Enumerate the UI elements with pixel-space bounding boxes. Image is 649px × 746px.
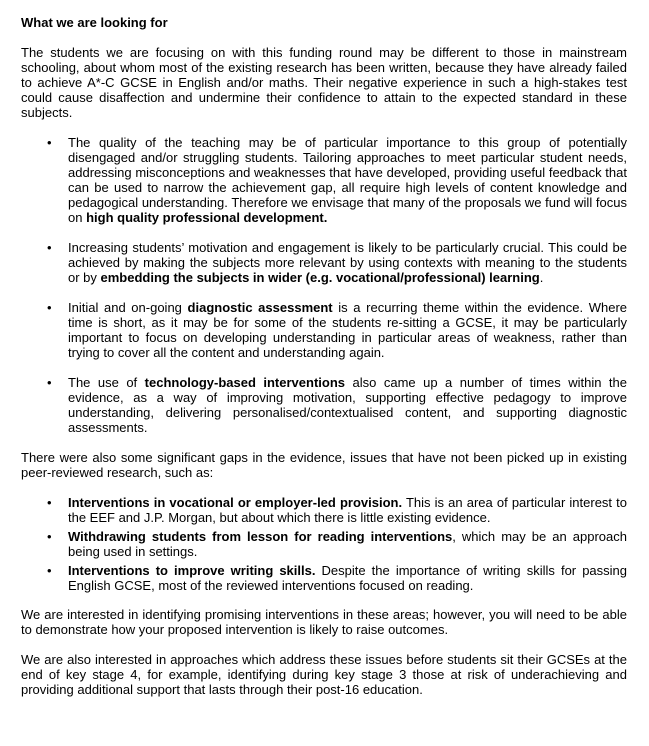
bullet-text: Increasing students’ motivation and engagement is likely to be particularly crucial. This could be achieved by making the subjects more relevant by using contexts with meaning to the students or by xyxy=(68,240,627,285)
gap-text: Despite the importance of writing skills for passing English GCSE, most of the reviewed interventions focused on reading. xyxy=(68,563,627,593)
bullet-icon: • xyxy=(47,529,52,544)
bullet-icon: • xyxy=(47,135,52,150)
bullet-emphasis: embedding the subjects in wider (e.g. vocational/professional) learning xyxy=(100,270,540,285)
list-item xyxy=(21,529,627,559)
bullet-icon: • xyxy=(47,495,52,510)
bullet-emphasis: diagnostic assessment xyxy=(187,300,333,315)
bullet-icon: • xyxy=(47,240,52,255)
evidence-bullet-list xyxy=(21,135,627,435)
list-item xyxy=(21,240,627,285)
bullet-icon: • xyxy=(47,375,52,390)
gap-emphasis: Interventions to improve writing skills. xyxy=(68,563,316,578)
gap-emphasis: Withdrawing students from lesson for reading interventions xyxy=(68,529,453,544)
gaps-bullet-list xyxy=(21,495,627,593)
closing-paragraph-2: We are also interested in approaches which address these issues before students sit their GCSEs at the end of key stage 4, for example, identifying during key stage 3 those at risk of underachieving and providing additional support that lasts through their post-16 education. xyxy=(21,652,627,697)
list-item xyxy=(21,300,627,360)
bullet-icon: • xyxy=(47,563,52,578)
intro-paragraph: The students we are focusing on with this funding round may be different to those in mainstream schooling, about whom most of the existing research has been written, because they have already failed to achieve A*-C GCSE in English and/or maths. Their negative experience in such a high-stakes test could cause disaffection and undermine their confidence to attain to the expected standard in these subjects. xyxy=(21,45,627,120)
gap-emphasis: Interventions in vocational or employer-led provision. xyxy=(68,495,403,510)
bullet-text: The use of xyxy=(68,375,145,390)
gap-text: , which may be an approach being used in settings. xyxy=(68,529,627,559)
bullet-text-end: . xyxy=(539,270,544,285)
closing-paragraph-1: We are interested in identifying promising interventions in these areas; however, you will need to be able to demonstrate how your proposed intervention is likely to raise outcomes. xyxy=(21,607,627,637)
list-item xyxy=(21,563,627,593)
bullet-text: Initial and on-going xyxy=(68,300,188,315)
section-heading: What we are looking for xyxy=(21,15,168,30)
gap-text: This is an area of particular interest to the EEF and J.P. Morgan, but about which there is little existing evidence. xyxy=(68,495,627,525)
gaps-intro-paragraph: There were also some significant gaps in the evidence, issues that have not been picked up in existing peer-reviewed research, such as: xyxy=(21,450,627,480)
bullet-text-end: also came up a number of times within the evidence, as a way of improving motivation, supporting effective pedagogy to improve understanding, delivering personalised/contextualised content, and supporting diagnostic assessments. xyxy=(68,375,627,435)
bullet-icon: • xyxy=(47,300,52,315)
list-item xyxy=(21,135,627,225)
bullet-text: The quality of the teaching may be of particular importance to this group of potentially disengaged and/or struggling students. Tailoring approaches to meet particular student needs, addressing misconceptions and weaknesses that have developed, providing useful feedback that can be used to narrow the achievement gap, all require high levels of content knowledge and pedagogical understanding. Therefore we envisage that many of the proposals we fund will focus on xyxy=(68,135,627,225)
bullet-emphasis: technology-based interventions xyxy=(144,375,346,390)
bullet-emphasis: high quality professional development. xyxy=(86,210,328,225)
bullet-text-end: is a recurring theme within the evidence. Where time is short, as it may be for some of the students re-sitting a GCSE, it may be particularly important to focus on developing understanding in particular areas of weakness, rather than trying to cover all the content and understanding again. xyxy=(68,300,628,360)
list-item xyxy=(21,495,627,525)
list-item xyxy=(21,375,627,435)
